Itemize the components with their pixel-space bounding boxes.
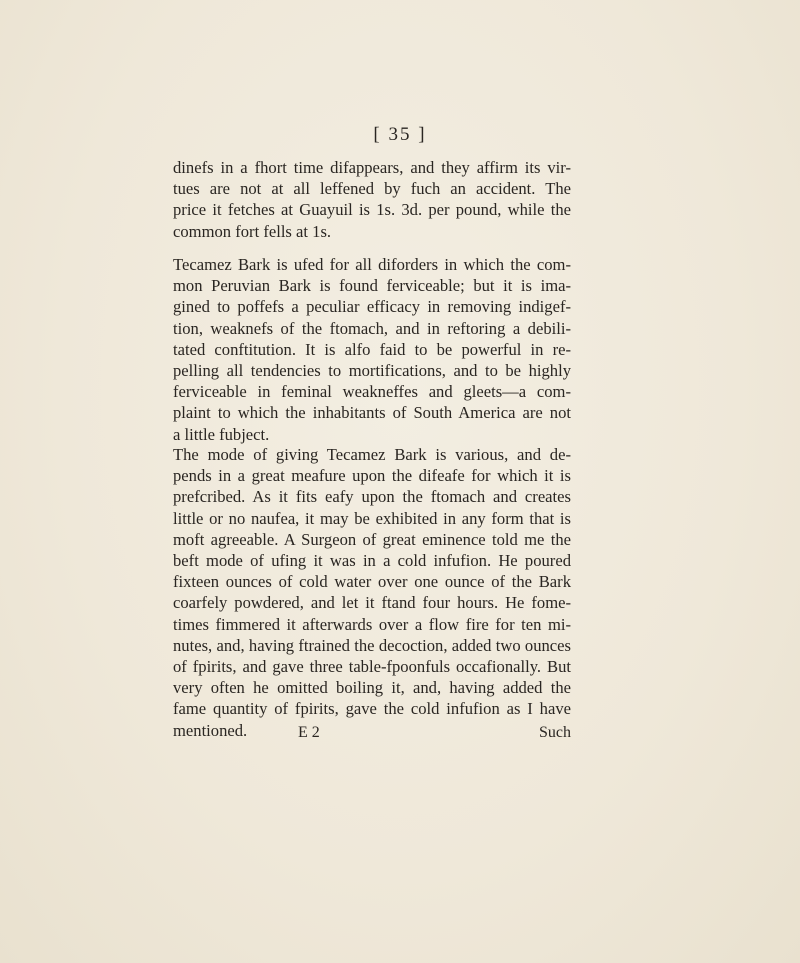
text-line: little or no naufea, it may be exhibited in any form that is — [173, 508, 571, 528]
text-line: nutes, and, having ftrained the decoction, added two ounces — [173, 635, 571, 655]
text-line: Tecamez Bark is ufed for all diforders in which the com- — [173, 255, 571, 274]
text-line: beft mode of ufing it was in a cold infufion. He poured — [173, 551, 571, 571]
text-line: tues are not at all leffened by fuch an accident. The — [173, 179, 571, 199]
text-line: coarfely powdered, and let it ftand four hours. He fome- — [173, 593, 571, 613]
text-line: gined to poffefs a peculiar efficacy in removing indigef- — [173, 297, 571, 317]
text-line: very often he omitted boiling it, and, having added the — [173, 678, 571, 698]
paragraph-2 — [173, 254, 571, 445]
page-number: [ 35 ] — [373, 124, 427, 145]
catchword: Such — [539, 724, 571, 741]
text-line: tion, weaknefs of the ftomach, and in reftoring a debili- — [173, 318, 571, 338]
text-line: a little fubject. — [173, 424, 270, 444]
text-line: prefcribed. As it fits eafy upon the ftomach and creates — [173, 487, 571, 507]
paragraph-1 — [173, 157, 571, 242]
text-line: fixteen ounces of cold water over one ounce of the Bark — [173, 572, 571, 592]
paragraph-3 — [173, 444, 571, 741]
text-line: plaint to which the inhabitants of South America are not — [173, 403, 571, 423]
text-line: pelling all tendencies to mortifications, and to be highly — [173, 361, 571, 381]
text-line: times fimmered it afterwards over a flow fire for ten mi- — [173, 614, 571, 634]
text-line: dinefs in a fhort time difappears, and they affirm its vir- — [173, 158, 571, 177]
text-line: tated conftitution. It is alfo faid to be powerful in re- — [173, 339, 571, 359]
text-line: fame quantity of fpirits, gave the cold infufion as I have — [173, 699, 571, 719]
signature-mark: E 2 — [298, 724, 320, 741]
text-line: common fort fells at 1s. — [173, 221, 332, 241]
text-line: pends in a great meafure upon the difeafe for which it is — [173, 466, 571, 486]
text-line: mon Peruvian Bark is found ferviceable; but it is ima- — [173, 276, 571, 296]
text-line: price it fetches at Guayuil is 1s. 3d. per pound, while the — [173, 200, 571, 220]
text-line: moft agreeable. A Surgeon of great eminence told me the — [173, 529, 571, 549]
text-line: of fpirits, and gave three table-fpoonfuls occafionally. But — [173, 657, 571, 677]
text-line: mentioned. — [173, 720, 248, 740]
text-line: The mode of giving Tecamez Bark is various, and de- — [173, 445, 571, 464]
text-line: ferviceable in feminal weakneffes and gleets—a com- — [173, 382, 571, 402]
